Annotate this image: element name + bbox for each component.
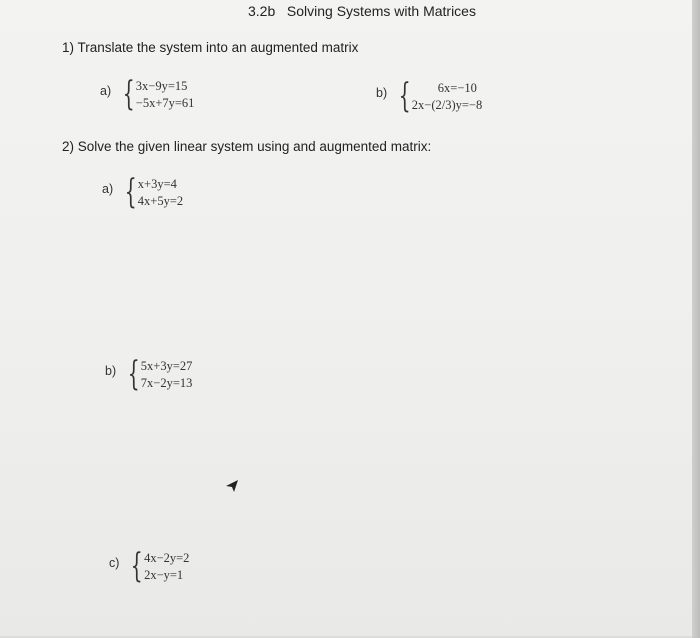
brace-icon: { [131,545,144,586]
system-2b-eq1: 5x+3y=27 [140,359,193,373]
system-2b-label: b) [105,364,117,378]
system-2a-label: a) [102,182,114,196]
system-1a-eq1: 3x−9y=15 [135,79,188,93]
system-2a-eq1: x+3y=4 [137,177,177,191]
question-1-text: 1) Translate the system into an augmented matrix [62,40,359,55]
system-1b-eq1: 6x=−10 [437,81,477,95]
question-2-text: 2) Solve the given linear system using and augmented matrix: [62,139,432,154]
system-1a-eq2: −5x+7y=61 [135,96,195,110]
brace-icon: { [398,75,411,116]
system-2a [102,171,184,212]
brace-icon: { [127,353,140,394]
brace-icon: { [124,171,137,212]
system-2a-eq2: 4x+5y=2 [137,194,184,208]
system-2b [105,353,193,394]
brace-icon: { [122,73,135,114]
system-2c-eq1: 4x−2y=2 [144,551,190,565]
system-1a-label: a) [100,84,112,98]
page-edge [692,0,700,638]
system-2c-eq2: 2x−y=1 [144,568,184,582]
system-1b [376,75,483,116]
system-2b-eq2: 7x−2y=13 [140,376,193,390]
page-title: 3.2b Solving Systems with Matrices [248,3,476,19]
system-1b-eq2: 2x−(2/3)y=−8 [411,98,483,112]
cursor-arrow-icon [224,478,240,494]
system-1b-label: b) [376,86,388,100]
system-1a [100,73,195,114]
system-2c [109,545,190,586]
system-2c-label: c) [109,556,120,570]
